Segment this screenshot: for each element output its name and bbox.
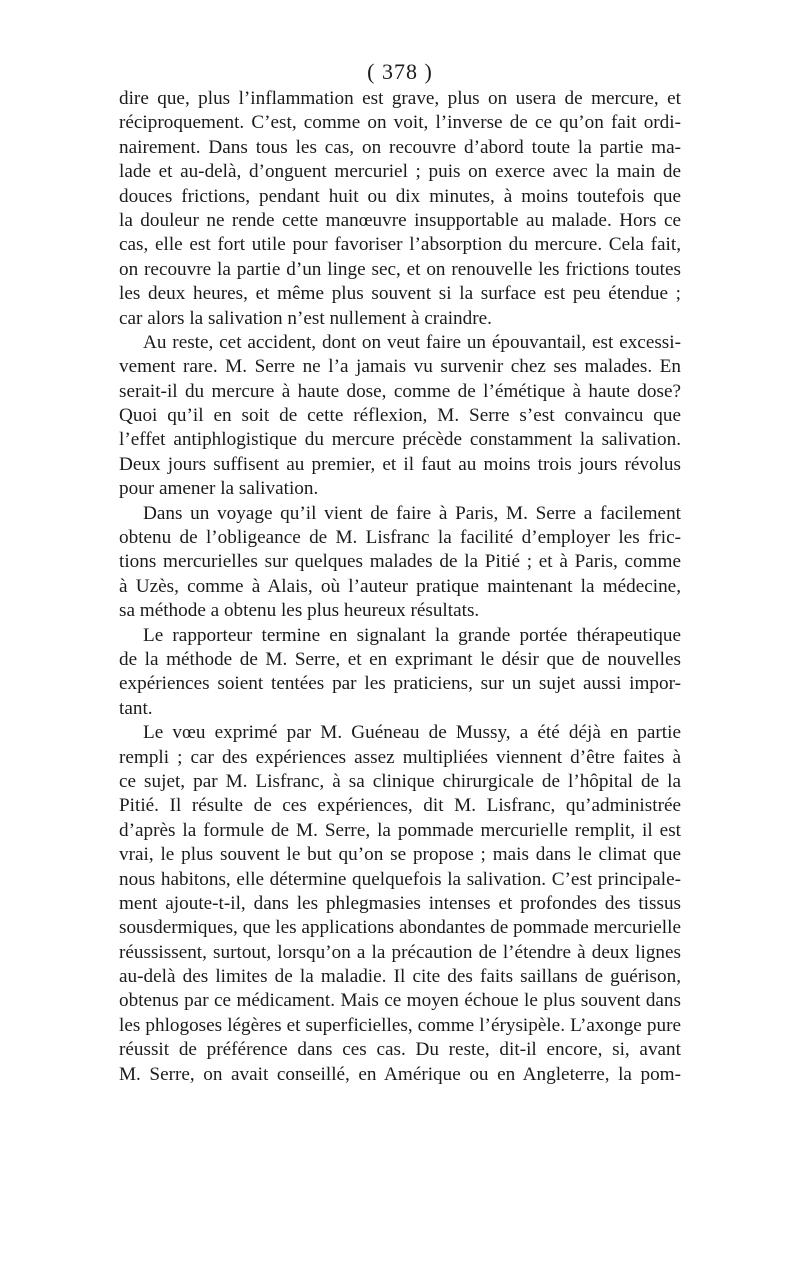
text-line: sa méthode a obtenu les plus heureux résultats.	[119, 600, 480, 622]
text-line: les deux heures, et même plus souvent si la surface est peu étendue ;	[119, 283, 681, 305]
text-line: tant.	[119, 697, 153, 719]
text-line: les phlogoses légères et superficielles, comme l’érysipèle. L’axonge pure	[119, 1014, 681, 1036]
text-line: Au reste, cet accident, dont on veut faire un épouvantail, est excessi-	[143, 331, 681, 353]
text-line: expériences soient tentées par les praticiens, sur un sujet aussi impor-	[119, 673, 681, 695]
text-line: nous habitons, elle détermine quelquefois la salivation. C’est principale-	[119, 868, 681, 890]
text-line: vrai, le plus souvent le but qu’on se propose ; mais dans le climat que	[119, 844, 681, 866]
paragraph	[119, 331, 681, 502]
text-line: Deux jours suffisent au premier, et il faut au moins trois jours révolus	[119, 453, 681, 475]
text-line: obtenus par ce médicament. Mais ce moyen échoue le plus souvent dans	[119, 990, 681, 1012]
text-line: Pitié. Il résulte de ces expériences, dit M. Lisfranc, qu’administrée	[119, 795, 681, 817]
text-line: serait-il du mercure à haute dose, comme de l’émétique à haute dose?	[119, 380, 681, 402]
text-line: Le rapporteur termine en signalant la grande portée thérapeutique	[143, 624, 681, 646]
text-line: pour amener la salivation.	[119, 478, 319, 500]
text-line: réussissent, surtout, lorsqu’on a la précaution de l’étendre à deux lignes	[119, 941, 681, 963]
text-line: douces frictions, pendant huit ou dix minutes, à moins toutefois que	[119, 185, 681, 207]
text-line: on recouvre la partie d’un linge sec, et on renouvelle les frictions toutes	[119, 258, 681, 280]
text-line: à Uzès, comme à Alais, où l’auteur pratique maintenant la médecine,	[119, 575, 681, 597]
text-line: Le vœu exprimé par M. Guéneau de Mussy, a été déjà en partie	[143, 722, 681, 744]
text-line: Dans un voyage qu’il vient de faire à Paris, M. Serre a facilement	[143, 502, 681, 524]
text-line: rempli ; car des expériences assez multipliées viennent d’être faites à	[119, 746, 681, 768]
text-line: car alors la salivation n’est nullement à craindre.	[119, 307, 492, 329]
text-line: M. Serre, on avait conseillé, en Amérique ou en Angleterre, la pom-	[119, 1063, 681, 1085]
text-line: Quoi qu’il en soit de cette réflexion, M. Serre s’est convaincu que	[119, 405, 681, 427]
text-line: d’après la formule de M. Serre, la pommade mercurielle remplit, il est	[119, 819, 681, 841]
text-line: réussit de préférence dans ces cas. Du reste, dit-il encore, si, avant	[119, 1039, 681, 1061]
text-line: l’effet antiphlogistique du mercure précède constamment la salivation.	[119, 429, 681, 451]
text-line: tions mercurielles sur quelques malades de la Pitié ; et à Paris, comme	[119, 551, 681, 573]
page-number: ( 378 )	[367, 59, 433, 84]
text-line: lade et au-delà, d’onguent mercuriel ; puis on exerce avec la main de	[119, 161, 681, 183]
body-text	[119, 87, 681, 1087]
paragraph	[119, 624, 681, 722]
text-line: dire que, plus l’inflammation est grave, plus on usera de mercure, et	[119, 88, 681, 109]
paragraph	[119, 721, 681, 1087]
text-line: la douleur ne rende cette manœuvre insupportable au malade. Hors ce	[119, 209, 681, 231]
text-line: obtenu de l’obligeance de M. Lisfranc la facilité d’employer les fric-	[119, 527, 681, 549]
text-line: vement rare. M. Serre ne l’a jamais vu survenir chez ses malades. En	[119, 356, 681, 378]
text-line: ce sujet, par M. Lisfranc, à sa clinique chirurgicale de l’hôpital de la	[119, 770, 681, 792]
paragraph	[119, 87, 681, 331]
text-line: cas, elle est fort utile pour favoriser l’absorption du mercure. Cela fait,	[119, 234, 681, 256]
paragraph	[119, 502, 681, 624]
text-line: sousdermiques, que les applications abondantes de pommade mercurielle	[119, 917, 681, 939]
text-line: au-delà des limites de la maladie. Il cite des faits saillans de guérison,	[119, 966, 681, 988]
text-line: réciproquement. C’est, comme on voit, l’inverse de ce qu’on fait ordi-	[119, 112, 681, 134]
text-line: de la méthode de M. Serre, et en exprimant le désir que de nouvelles	[119, 648, 681, 670]
text-line: ment ajoute-t-il, dans les phlegmasies intenses et profondes des tissus	[119, 892, 681, 914]
text-line: nairement. Dans tous les cas, on recouvre d’abord toute la partie ma-	[119, 136, 681, 158]
